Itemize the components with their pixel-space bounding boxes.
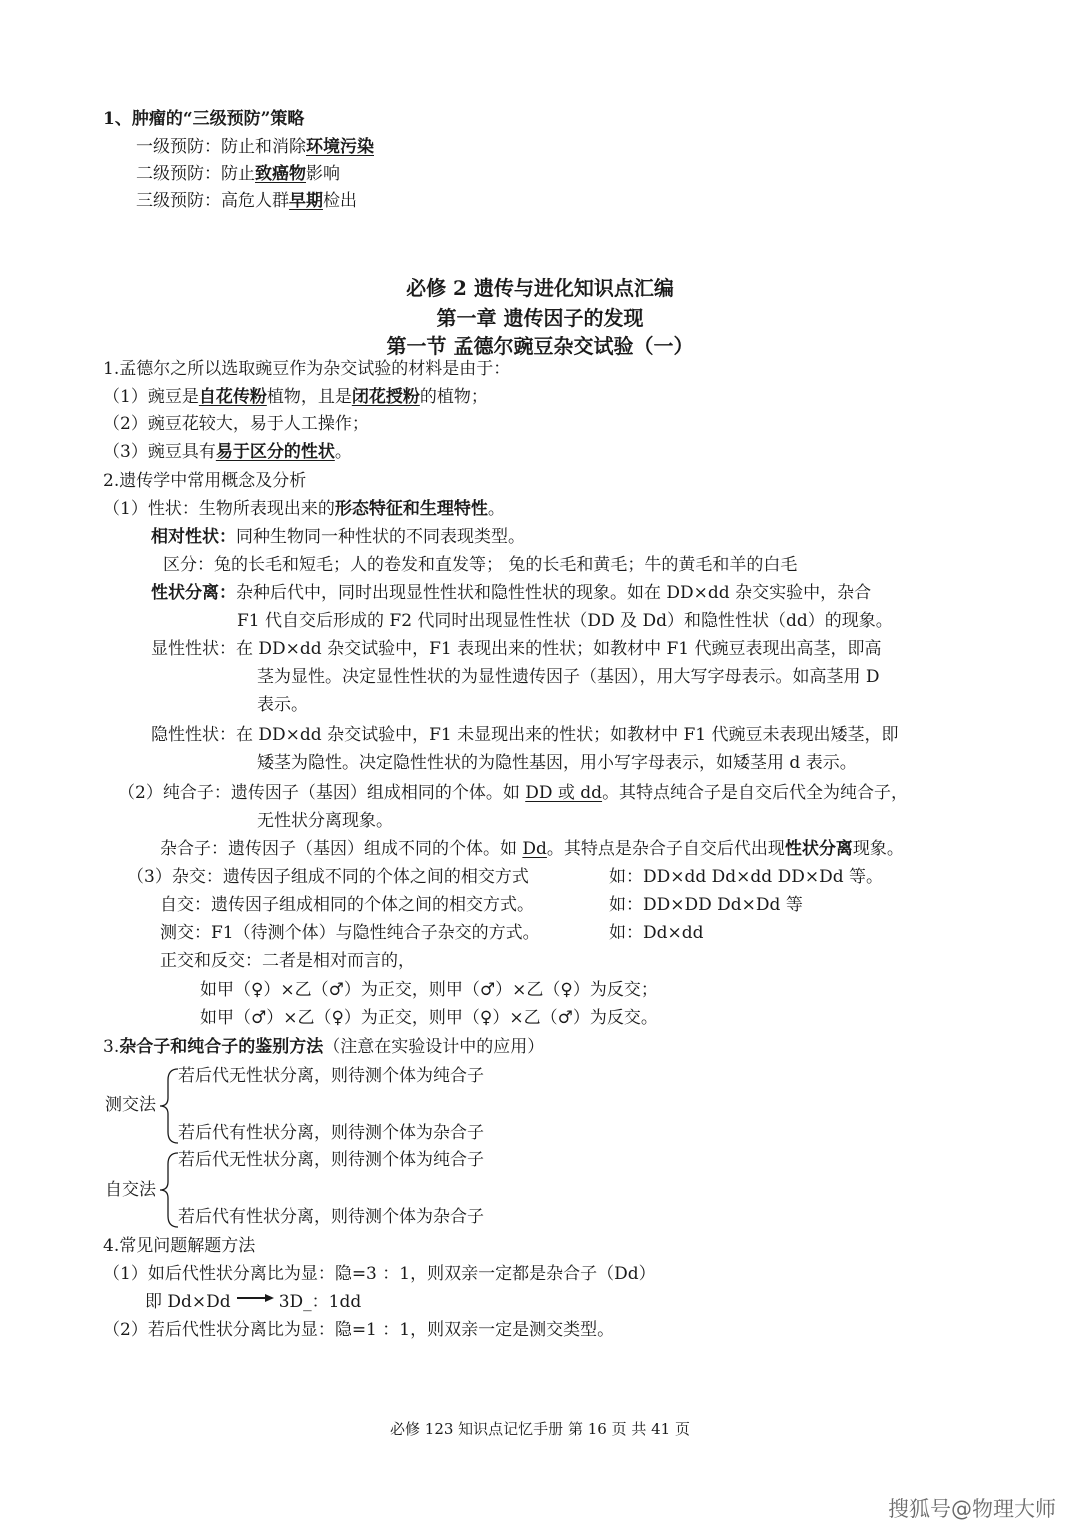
s1-item-3: （3）豌豆具有易于区分的性状。: [103, 442, 352, 462]
chapter-title: 第一章 遗传因子的发现: [436, 306, 644, 330]
tumor-heading: 1、肿瘤的“三级预防”策略: [103, 109, 305, 129]
relative-trait: 相对性状：同种生物同一种性状的不同表现类型。: [151, 527, 525, 547]
s4-point-1: （1）如后代性状分离比为显：隐=3 ：1，则双亲一定都是杂合子（Dd）: [103, 1264, 656, 1284]
reciprocal-example-2: 如甲（♂）×乙（♀）为正交，则甲（♀）×乙（♂）为反交。: [200, 1008, 658, 1028]
tumor-level-2: 二级预防：防止致癌物影响: [136, 164, 340, 184]
dominant-trait: 显性性状：在 DD×dd 杂交试验中，F1 表现出来的性状；如教材中 F1 代豌豆表现出高茎，即高: [151, 639, 882, 659]
tumor-level-3: 三级预防：高危人群早期检出: [136, 191, 357, 211]
reciprocal-cross: 正交和反交：二者是相对而言的，: [160, 951, 415, 971]
testcross-brace: [158, 1066, 180, 1146]
hybridization: （3）杂交：遗传因子组成不同的个体之间的相交方式: [127, 867, 529, 887]
reciprocal-example-1: 如甲（♀）×乙（♂）为正交，则甲（♂）×乙（♀）为反交；: [200, 980, 658, 1000]
testcross-hetero-result: 若后代有性状分离，则待测个体为杂合子: [178, 1123, 484, 1143]
recessive-trait-cont: 矮茎为隐性。决定隐性性状的为隐性基因，用小写字母表示，如矮茎用 d 表示。: [257, 753, 857, 773]
testcross: 测交：F1（待测个体）与隐性纯合子杂交的方式。: [160, 923, 540, 943]
hybridization-example: 如：DD×dd Dd×dd DD×Dd 等。: [609, 867, 884, 887]
section-title: 第一节 孟德尔豌豆杂交试验（一）: [386, 334, 694, 358]
s4-point-1-formula: 即 Dd×Dd 3D_：1dd: [145, 1292, 362, 1312]
s1-item-2: （2）豌豆花较大，易于人工操作；: [103, 414, 369, 434]
s1-question: 1.孟德尔之所以选取豌豆作为杂交试验的材料是由于：: [103, 359, 511, 379]
s4-heading: 4.常见问题解题方法: [103, 1236, 256, 1256]
testcross-pure-result: 若后代无性状分离，则待测个体为纯合子: [178, 1066, 484, 1086]
testcross-method-label: 测交法: [105, 1095, 156, 1115]
selfing-example: 如：DD×DD Dd×Dd 等: [609, 895, 803, 915]
trait-separation: 性状分离：杂种后代中，同时出现显性性状和隐性性状的现象。如在 DD×dd 杂交实验中，杂合: [151, 583, 872, 603]
main-title: 必修 2 遗传与进化知识点汇编: [406, 276, 674, 300]
arrow-right-icon: [235, 1293, 275, 1303]
tumor-level-1: 一级预防：防止和消除环境污染: [136, 137, 374, 157]
relative-trait-distinction: 区分：兔的长毛和短毛；人的卷发和直发等； 兔的长毛和黄毛；牛的黄毛和羊的白毛: [163, 555, 798, 575]
selfcross-pure-result: 若后代无性状分离，则待测个体为纯合子: [178, 1150, 484, 1170]
s1-item-1: （1）豌豆是自花传粉植物，且是闭花授粉的植物；: [103, 387, 488, 407]
s2-heading: 2.遗传学中常用概念及分析: [103, 471, 307, 491]
selfcross-method-label: 自交法: [105, 1180, 156, 1200]
selfcross-hetero-result: 若后代有性状分离，则待测个体为杂合子: [178, 1207, 484, 1227]
heterozygote: 杂合子：遗传因子（基因）组成不同的个体。如 Dd。其特点是杂合子自交后代出现性状分离现象。: [160, 839, 904, 859]
selfing: 自交：遗传因子组成相同的个体之间的相交方式。: [160, 895, 534, 915]
page-footer: 必修 123 知识点记忆手册 第 16 页 共 41 页: [390, 1420, 690, 1438]
dominant-trait-cont-1: 茎为显性。决定显性性状的为显性遗传因子（基因），用大写字母表示。如高茎用 D: [257, 667, 880, 687]
selfcross-brace: [158, 1150, 180, 1230]
homozygote: （2）纯合子：遗传因子（基因）组成相同的个体。如 DD 或 dd。其特点纯合子是自交后代全为纯合子，: [118, 783, 909, 803]
homozygote-cont: 无性状分离现象。: [257, 811, 393, 831]
s4-point-2: （2）若后代性状分离比为显：隐=1 ：1，则双亲一定是测交类型。: [103, 1320, 615, 1340]
trait-separation-cont: F1 代自交后形成的 F2 代同时出现显性性状（DD 及 Dd）和隐性性状（dd）的现象。: [237, 611, 893, 631]
trait-definition: （1）性状：生物所表现出来的形态特征和生理特性。: [103, 499, 505, 519]
recessive-trait: 隐性性状：在 DD×dd 杂交试验中，F1 未显现出来的性状；如教材中 F1 代豌豆未表现出矮茎，即: [151, 725, 899, 745]
testcross-example: 如：Dd×dd: [609, 923, 704, 943]
dominant-trait-cont-2: 表示。: [257, 695, 308, 715]
s3-heading: 3.杂合子和纯合子的鉴别方法（注意在实验设计中的应用）: [103, 1037, 545, 1057]
watermark: 搜狐号@物理大师: [888, 1497, 1056, 1521]
